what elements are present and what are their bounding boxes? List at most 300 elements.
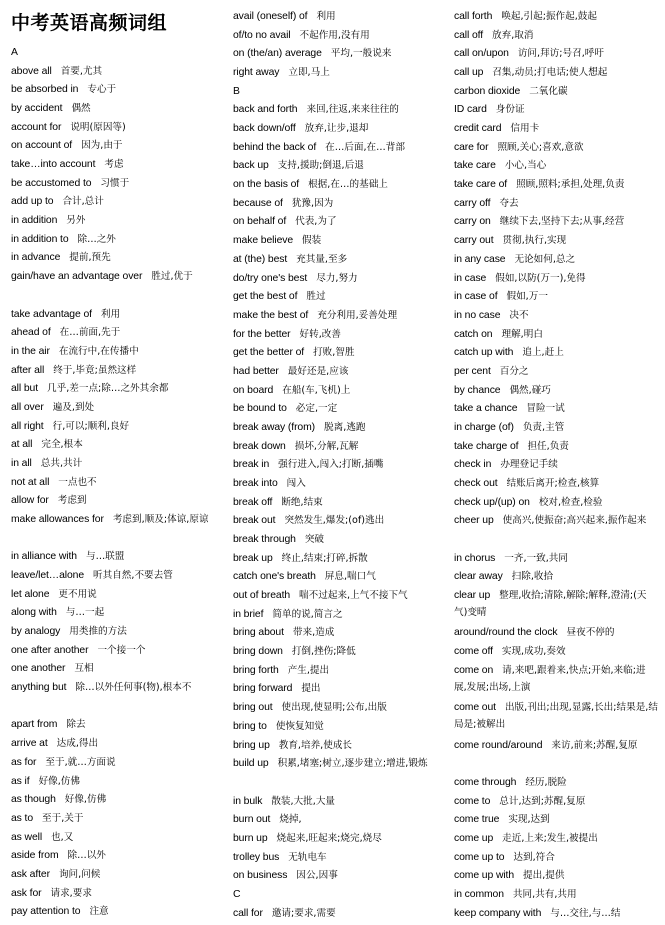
phrase-english: had better	[233, 365, 279, 377]
phrase-english: call forth	[454, 11, 493, 22]
phrase-english: be accustomed to	[11, 177, 92, 189]
phrase-entry	[233, 867, 438, 884]
phrase-chinese: 强行进入,闯入;打断,插嘴	[278, 459, 384, 471]
phrase-entry	[233, 438, 438, 455]
phrase-chinese: 走近,上来;发生,被提出	[502, 832, 598, 844]
phrase-entry	[233, 270, 438, 287]
phrase-english: in bulk	[233, 795, 263, 807]
phrase-chinese: 断绝,结束	[281, 496, 323, 508]
phrase-entry	[11, 492, 214, 509]
phrase-entry	[454, 699, 658, 733]
phrase-entry	[233, 568, 438, 585]
phrase-entry	[11, 175, 214, 192]
phrase-english: by analogy	[11, 626, 61, 638]
phrase-entry	[11, 137, 214, 154]
phrase-chinese: 照顾,关心;喜欢,意欲	[497, 141, 584, 153]
phrase-english: on business	[233, 870, 288, 882]
phrase-english: as though	[11, 794, 56, 806]
phrase-entry	[233, 157, 438, 174]
phrase-chinese: 带来,造成	[292, 627, 335, 639]
phrase-chinese: 突破	[304, 534, 325, 546]
phrase-english: right away	[233, 67, 280, 79]
phrase-entry	[11, 156, 214, 173]
phrase-chinese: 理解,明白	[501, 328, 543, 340]
phrase-english: catch on	[454, 328, 493, 340]
phrase-entry	[233, 120, 438, 137]
phrase-english: by chance	[454, 384, 501, 396]
phrase-english: in addition	[11, 215, 58, 227]
phrase-entry	[233, 680, 438, 697]
phrase-entry	[11, 399, 214, 416]
phrase-english: because of	[233, 197, 283, 209]
phrase-english: A	[11, 47, 18, 58]
phrase-entry	[454, 905, 658, 922]
phrase-entry	[11, 343, 214, 360]
phrase-english: in case	[454, 272, 487, 284]
phrase-entry	[454, 270, 658, 287]
phrase-english: carry off	[454, 197, 491, 209]
phrase-english: check out	[454, 478, 498, 489]
phrase-entry	[11, 754, 214, 771]
phrase-entry	[454, 830, 658, 847]
phrase-entry	[233, 382, 438, 399]
phrase-english: in advance	[11, 252, 61, 264]
phrase-entry	[233, 363, 438, 380]
phrase-entry	[11, 586, 214, 603]
section-letter	[233, 83, 438, 100]
phrase-entry	[454, 456, 658, 473]
phrase-english: by accident	[11, 103, 63, 115]
phrase-english: B	[233, 85, 240, 97]
phrase-entry	[454, 326, 658, 343]
phrase-chinese: 支持,援助;倒退,后退	[277, 160, 364, 172]
phrase-entry	[11, 847, 214, 864]
phrase-entry	[11, 474, 214, 491]
phrase-chinese: 来回,往返,来来往往的	[306, 104, 399, 116]
phrase-entry	[454, 400, 658, 417]
section-letter	[11, 44, 214, 61]
phrase-entry	[233, 288, 438, 305]
phrase-entry	[454, 382, 658, 399]
phrase-chinese: 至于,就…方面说	[45, 756, 116, 768]
phrase-english: carry on	[454, 216, 491, 228]
phrase-english: as to	[11, 812, 34, 824]
phrase-chinese: 追上,赶上	[522, 347, 564, 359]
phrase-chinese: 考虑到,顺及;体谅,原谅	[112, 514, 209, 525]
phrase-chinese: 共同,共有,共用	[512, 888, 577, 900]
phrase-english: anything but	[11, 682, 67, 694]
phrase-entry	[233, 624, 438, 641]
phrase-english: take charge of	[454, 440, 519, 452]
phrase-english: break into	[233, 478, 278, 489]
phrase-entry	[11, 903, 214, 920]
phrase-chinese: 假如,以防(万一),免得	[495, 272, 586, 284]
phrase-chinese: 听其自然,不要去管	[93, 570, 173, 582]
phrase-entry	[233, 344, 438, 361]
phrase-chinese: 也,又	[51, 831, 74, 843]
phrase-entry	[11, 81, 214, 98]
phrase-english: let alone	[11, 588, 50, 600]
phrase-chinese: 办理登记手续	[500, 459, 558, 471]
phrase-entry	[233, 195, 438, 212]
phrase-english: take advantage of	[11, 308, 92, 320]
phrase-entry	[233, 326, 438, 343]
phrase-chinese: 在流行中,在传播中	[58, 345, 139, 357]
phrase-english: make the best of	[233, 309, 309, 321]
phrase-chinese: 达成,得出	[56, 738, 99, 750]
phrase-entry	[454, 8, 658, 25]
phrase-entry	[233, 27, 438, 44]
phrase-chinese: 实现,达到	[508, 814, 550, 826]
phrase-entry	[454, 363, 658, 380]
phrase-entry	[11, 100, 214, 117]
phrase-chinese: 因公,因事	[296, 870, 338, 882]
phrase-english: bring about	[233, 627, 284, 639]
phrase-english: of/to no avail	[233, 29, 291, 41]
phrase-english: back and forth	[233, 104, 298, 116]
phrase-entry	[454, 213, 658, 230]
phrase-chinese: 除…之外	[77, 233, 116, 245]
phrase-english: bring to	[233, 720, 267, 732]
phrase-english: as for	[11, 756, 37, 768]
phrase-chinese: 在…后面,在…背部	[325, 141, 405, 153]
phrase-english: ask after	[11, 868, 50, 880]
phrase-entry	[11, 119, 214, 136]
phrase-chinese: 小心,当心	[504, 160, 547, 172]
phrase-chinese: 整理,收拾;清除,解除;解释,澄清;(天气)变晴	[454, 590, 647, 619]
phrase-english: in alliance with	[11, 551, 77, 563]
phrase-entry	[454, 419, 658, 436]
phrase-chinese: 打倒,挫伤;降低	[291, 646, 356, 658]
phrase-english: account for	[11, 121, 62, 133]
phrase-chinese: 身份证	[495, 104, 525, 116]
phrase-entry	[454, 737, 658, 754]
phrase-entry	[11, 773, 214, 790]
phrase-chinese: 闯入	[286, 478, 306, 489]
phrase-english: arrive at	[11, 738, 48, 750]
phrase-english: avail (oneself) of	[233, 11, 308, 22]
phrase-english: for the better	[233, 328, 291, 340]
phrase-english: break up	[233, 552, 273, 564]
phrase-entry	[11, 268, 214, 285]
phrase-chinese: 总共,共计	[40, 457, 83, 469]
phrase-english: back down/off	[233, 123, 296, 135]
phrase-entry	[454, 849, 658, 866]
phrase-entry	[454, 811, 658, 828]
phrase-chinese: 遍及,到处	[52, 401, 95, 413]
phrase-entry	[233, 755, 438, 772]
phrase-entry	[11, 623, 214, 640]
phrase-chinese: 扫除,收拾	[511, 571, 554, 583]
phrase-english: clear up	[454, 590, 491, 602]
phrase-chinese: 达到,符合	[513, 851, 555, 863]
phrase-chinese: 提前,预先	[69, 252, 111, 264]
phrase-chinese: 产生,提出	[287, 664, 330, 676]
phrase-english: add up to	[11, 196, 54, 208]
phrase-english: come up	[454, 832, 494, 844]
phrase-english: on behalf of	[233, 216, 287, 228]
phrase-entry	[11, 829, 214, 846]
phrase-english: carry out	[454, 235, 494, 247]
phrase-entry	[11, 193, 214, 210]
phrase-english: all over	[11, 401, 44, 413]
phrase-chinese: 照顾,照料;承担,处理,负责	[516, 179, 625, 191]
phrase-chinese: 出版,刊出;出现,显露,长出;结果是,结局是;被解出	[454, 702, 658, 731]
phrase-entry	[11, 791, 214, 808]
phrase-english: in chorus	[454, 552, 496, 564]
phrase-english: not at all	[11, 476, 50, 488]
phrase-entry	[233, 550, 438, 567]
phrase-english: as if	[11, 775, 30, 787]
phrase-chinese: 行,可以;顺利,良好	[52, 420, 130, 432]
phrase-chinese: 与…联盟	[85, 551, 125, 563]
phrase-chinese: 冒险一试	[526, 403, 565, 415]
phrase-chinese: 一个接一个	[97, 644, 146, 656]
phrase-chinese: 简单的说,简言之	[272, 608, 343, 620]
phrase-english: in common	[454, 888, 504, 900]
phrase-english: burn up	[233, 832, 268, 844]
phrase-chinese: 继续下去,坚持下去;从事,经营	[499, 216, 625, 228]
phrase-chinese: 胜过	[306, 291, 326, 303]
phrase-entry	[233, 531, 438, 548]
phrase-english: break through	[233, 534, 296, 546]
phrase-entry	[11, 231, 214, 248]
phrase-english: in no case	[454, 309, 501, 321]
phrase-entry	[454, 176, 658, 193]
phrase-english: in case of	[454, 291, 498, 303]
phrase-chinese: 充分利用,妥善处理	[317, 309, 398, 321]
phrase-english: burn out	[233, 814, 271, 826]
phrase-entry	[454, 251, 658, 268]
phrase-chinese: 使出现,使显明;公布,出版	[281, 702, 387, 714]
phrase-entry	[11, 679, 214, 696]
phrase-entry	[454, 568, 658, 585]
phrase-english: in the air	[11, 345, 50, 357]
phrase-english: get the better of	[233, 347, 305, 359]
phrase-entry	[11, 642, 214, 659]
phrase-english: get the best of	[233, 291, 298, 303]
phrase-english: out of breath	[233, 590, 291, 602]
phrase-chinese: 提出,提供	[523, 870, 565, 882]
phrase-entry	[233, 849, 438, 866]
phrase-entry	[233, 176, 438, 193]
phrase-chinese: 胜过,优于	[151, 271, 193, 283]
phrase-english: apart from	[11, 719, 58, 731]
phrase-entry	[454, 643, 658, 660]
phrase-entry	[454, 195, 658, 212]
phrase-chinese: 一点也不	[58, 476, 97, 488]
phrase-entry	[454, 512, 658, 529]
phrase-english: come up with	[454, 870, 515, 882]
phrase-english: come on	[454, 664, 494, 676]
phrase-english: build up	[233, 758, 269, 770]
phrase-chinese: 假装	[302, 235, 322, 247]
phrase-chinese: 请求,要求	[50, 887, 92, 899]
phrase-entry	[11, 660, 214, 677]
phrase-entry	[11, 362, 214, 379]
phrase-entry	[454, 27, 658, 44]
phrase-english: take…into account	[11, 159, 96, 171]
phrase-entry	[233, 419, 438, 436]
phrase-entry	[454, 157, 658, 174]
phrase-chinese: 考虑	[104, 159, 124, 171]
phrase-entry	[454, 64, 658, 81]
phrase-chinese: 实现,成功,奏效	[501, 646, 566, 658]
phrase-english: along with	[11, 607, 57, 619]
phrase-chinese: 终于,毕竟;虽然这样	[53, 364, 137, 376]
phrase-chinese: 至于,关于	[42, 812, 84, 824]
phrase-entry	[11, 810, 214, 827]
phrase-chinese: 访问,拜访;号召,呼吁	[517, 48, 604, 60]
phrase-chinese: 唤起,引起;振作起,鼓起	[501, 11, 597, 22]
phrase-entry	[11, 511, 214, 528]
phrase-english: in charge (of)	[454, 421, 514, 433]
phrase-english: bring out	[233, 702, 273, 714]
section-letter	[233, 886, 438, 903]
phrase-english: back up	[233, 160, 269, 172]
phrase-chinese: 犹豫,因为	[291, 197, 334, 209]
phrase-entry	[11, 885, 214, 902]
phrase-english: call on/upon	[454, 48, 509, 60]
phrase-english: all right	[11, 420, 44, 432]
phrase-entry	[233, 587, 438, 604]
phrase-chinese: 总计,达到;苏醒,复原	[499, 795, 586, 807]
phrase-english: come out	[454, 702, 496, 714]
phrase-english: check in	[454, 459, 492, 471]
phrase-entry	[11, 716, 214, 733]
phrase-chinese: 散装,大批,大量	[271, 795, 336, 807]
phrase-entry	[233, 45, 438, 62]
phrase-english: on the basis of	[233, 179, 300, 191]
phrase-chinese: 使高兴,使振奋;高兴起来,振作起来	[502, 515, 647, 527]
phrase-english: care for	[454, 141, 489, 153]
phrase-chinese: 在船(车,飞机)上	[282, 384, 351, 396]
phrase-english: one another	[11, 663, 66, 675]
phrase-chinese: 好像,仿佛	[38, 775, 80, 787]
phrase-chinese: 注意	[89, 906, 109, 918]
phrase-chinese: 一齐,一致,共同	[504, 552, 568, 564]
phrase-english: break off	[233, 496, 273, 508]
phrase-english: call for	[233, 907, 263, 919]
phrase-english: in any case	[454, 253, 506, 265]
phrase-entry	[233, 662, 438, 679]
phrase-chinese: 使恢复知觉	[275, 720, 324, 732]
phrase-english: clear away	[454, 571, 503, 583]
phrase-chinese: 专心于	[87, 84, 117, 96]
phrase-chinese: 平均,一般说来	[330, 48, 392, 60]
phrase-entry	[454, 587, 658, 621]
phrase-english: make believe	[233, 235, 294, 247]
phrase-chinese: 不起作用,没有用	[299, 29, 370, 41]
phrase-chinese: 屏息,喘口气	[324, 571, 376, 583]
phrase-chinese: 突然发生,爆发;(of)逃出	[284, 515, 385, 527]
phrase-entry	[233, 101, 438, 118]
phrase-english: leave/let…alone	[11, 570, 85, 582]
phrase-english: come true	[454, 814, 500, 826]
phrase-chinese: 完全,根本	[41, 439, 83, 451]
phrase-english: call off	[454, 29, 484, 41]
phrase-entry	[454, 45, 658, 62]
phrase-chinese: 尽力,努力	[316, 272, 358, 284]
phrase-chinese: 除…以外	[67, 850, 106, 862]
phrase-entry	[233, 456, 438, 473]
phrase-english: bring forth	[233, 664, 279, 676]
phrase-entry	[11, 380, 214, 397]
phrase-chinese: 假如,万一	[506, 291, 548, 303]
phrase-chinese: 偶然,碰巧	[509, 384, 551, 396]
phrase-english: catch one's breath	[233, 571, 316, 583]
phrase-entry	[454, 550, 658, 567]
phrase-entry	[454, 232, 658, 249]
phrase-chinese: 昼夜不停的	[566, 627, 615, 639]
phrase-english: take care of	[454, 179, 508, 191]
phrase-entry	[233, 139, 438, 156]
phrase-english: take care	[454, 160, 496, 172]
phrase-chinese: 教育,培养,使成长	[278, 739, 353, 751]
phrase-entry	[11, 735, 214, 752]
phrase-entry	[11, 249, 214, 266]
phrase-chinese: 担任,负责	[527, 440, 569, 452]
phrase-english: after all	[11, 364, 45, 376]
phrase-entry	[454, 101, 658, 118]
phrase-chinese: 烧掉,	[279, 814, 302, 826]
phrase-english: make allowances for	[11, 514, 104, 525]
phrase-chinese: 与…一起	[65, 607, 105, 619]
phrase-chinese: 无论如何,总之	[514, 253, 576, 265]
phrase-english: break down	[233, 440, 286, 452]
phrase-chinese: 说明(原因等)	[70, 121, 126, 133]
phrase-chinese: 百分之	[499, 365, 529, 377]
phrase-chinese: 考虑到	[57, 495, 87, 507]
phrase-english: ask for	[11, 887, 42, 899]
phrase-chinese: 放弃,取消	[492, 29, 534, 41]
phrase-english: break away (from)	[233, 421, 316, 433]
phrase-english: come round/around	[454, 739, 543, 751]
phrase-entry	[454, 494, 658, 511]
phrase-chinese: 好转,改善	[299, 328, 341, 340]
phrase-entry	[233, 718, 438, 735]
phrase-chinese: 脱离,逃跑	[324, 421, 366, 433]
phrase-chinese: 来访,前来;苏醒,复原	[551, 739, 638, 751]
phrase-chinese: 烧起来,旺起来;烧完,烧尽	[276, 832, 382, 844]
phrase-english: in all	[11, 457, 32, 469]
phrase-chinese: 首要,尤其	[60, 65, 103, 77]
phrase-entry	[11, 212, 214, 229]
phrase-chinese: 另外	[66, 215, 86, 227]
phrase-chinese: 积累,堵塞;树立,逐步建立;增进,锻炼	[277, 758, 428, 770]
phrase-english: credit card	[454, 123, 502, 135]
phrase-english: pay attention to	[11, 906, 81, 918]
phrase-entry	[11, 306, 214, 323]
phrase-entry	[233, 643, 438, 660]
phrase-english: allow for	[11, 495, 49, 507]
phrase-chinese: 代表,为了	[295, 216, 337, 228]
phrase-english: all but	[11, 383, 39, 395]
phrase-english: trolley bus	[233, 851, 280, 863]
phrase-entry	[454, 438, 658, 455]
phrase-entry	[233, 699, 438, 716]
phrase-chinese: 除…以外任何事(物),根本不	[75, 682, 192, 694]
phrase-entry	[233, 475, 438, 492]
phrase-english: come to	[454, 795, 491, 807]
phrase-entry	[11, 567, 214, 584]
phrase-entry	[454, 344, 658, 361]
phrase-entry	[233, 737, 438, 754]
phrase-english: one after another	[11, 644, 89, 656]
phrase-chinese: 用类推的方法	[69, 626, 127, 638]
phrase-entry	[454, 83, 658, 100]
phrase-chinese: 请,来吧,跟着来,快点;开始,来临;进展,发展;出场,上演	[454, 664, 646, 693]
